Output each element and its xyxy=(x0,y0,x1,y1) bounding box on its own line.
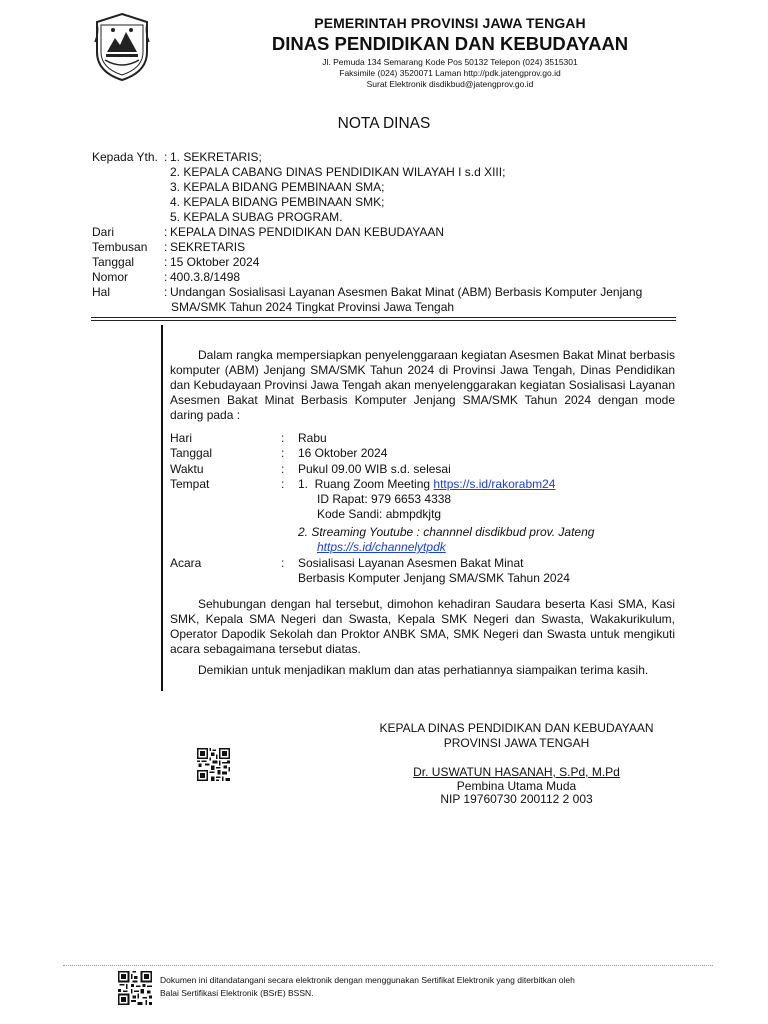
recipient-item: 2. KEPALA CABANG DINAS PENDIDIKAN WILAYAH I s.d XIII; xyxy=(170,165,506,179)
document-title: NOTA DINAS xyxy=(337,115,431,132)
tembusan-label: Tembusan xyxy=(92,240,148,254)
signatory-nip: NIP 19760730 200112 2 003 xyxy=(440,792,593,806)
waktu-value: Pukul 09.00 WIB s.d. selesai xyxy=(298,462,451,476)
kepada-label: Kepada Yth. xyxy=(92,150,158,164)
paragraph-intro: Dalam rangka mempersiapkan penyelenggaraan kegiatan Asesmen Bakat Minat berbasis komputer (ABM) Jenjang SMA/SMK Tahun 2024 di Provinsi Jawa Tengah, Dinas Pendidikan dan Kebudayaan Provinsi Jawa Tengah akan menyelenggarakan kegiatan Sosialisasi Layanan Asesmen Bakat Minat Berbasis Komputer Jenjang SMA/SMK Tahun 2024 dengan mode daring pada : xyxy=(170,348,675,422)
signatory-name: Dr. USWATUN HASANAH, S.Pd, M.Pd xyxy=(413,765,620,779)
hal-value: Undangan Sosialisasi Layanan Asesmen Bakat Minat (ABM) Berbasis Komputer Jenjang xyxy=(170,285,643,299)
bsre-qr-code-icon xyxy=(118,971,152,1005)
divider xyxy=(91,320,676,321)
colon: : xyxy=(281,462,285,476)
hari-label: Hari xyxy=(170,431,193,445)
hal-label: Hal xyxy=(92,285,111,299)
qr-code-icon xyxy=(197,748,230,781)
colon: : xyxy=(164,240,168,254)
department-name: DINAS PENDIDIKAN DAN KEBUDAYAAN xyxy=(271,33,629,54)
divider xyxy=(91,317,676,318)
tempat-label: Tempat xyxy=(170,477,210,491)
tembusan-value: SEKRETARIS xyxy=(170,240,246,254)
colon: : xyxy=(164,285,168,299)
dari-label: Dari xyxy=(92,225,115,239)
paragraph-closing: Demikian untuk menjadikan maklum dan atas perhatiannya siampaikan terima kasih. xyxy=(198,663,649,677)
waktu-label: Waktu xyxy=(170,462,204,476)
recipient-item: 3. KEPALA BIDANG PEMBINAAN SMA; xyxy=(170,180,385,194)
tempat-zoom: 1. Ruang Zoom Meeting https://s.id/rakorabm24 xyxy=(298,477,556,491)
recipient-item: 4. KEPALA BIDANG PEMBINAAN SMK; xyxy=(170,195,385,209)
youtube-link[interactable]: https://s.id/channelytpdk xyxy=(317,540,446,554)
acara-value: Sosialisasi Layanan Asesmen Bakat Minat xyxy=(298,556,524,570)
colon: : xyxy=(164,255,168,269)
colon: : xyxy=(281,446,285,460)
tanggal-value: 15 Oktober 2024 xyxy=(170,255,260,269)
footer-divider xyxy=(63,965,713,966)
colon: : xyxy=(164,270,168,284)
tanggal-label: Tanggal xyxy=(170,446,213,460)
fax-website-line: Faksimile (024) 3520071 Laman http://pdk.jatengprov.go.id xyxy=(339,68,561,78)
signatory-rank: Pembina Utama Muda xyxy=(456,779,577,793)
e-signature-notice xyxy=(160,974,680,1000)
notice-line: Balai Sertifikasi Elektronik (BSrE) BSSN. xyxy=(160,988,314,998)
tanggal-value: 16 Oktober 2024 xyxy=(298,446,388,460)
recipient-item: 1. SEKRETARIS; xyxy=(170,150,262,164)
hal-value-cont: SMA/SMK Tahun 2024 Tingkat Provinsi Jawa Tengah xyxy=(171,300,455,314)
signatory-position: KEPALA DINAS PENDIDIKAN DAN KEBUDAYAAN xyxy=(379,721,654,735)
zoom-passcode: Kode Sandi: abmpdkjtg xyxy=(317,507,442,521)
colon: : xyxy=(281,556,285,570)
provincial-emblem-icon xyxy=(93,12,151,82)
signatory-province: PROVINSI JAWA TENGAH xyxy=(443,736,590,750)
zoom-meeting-id: ID Rapat: 979 6653 4338 xyxy=(317,492,452,506)
margin-bar xyxy=(161,325,163,691)
colon: : xyxy=(164,225,168,239)
nomor-value: 400.3.8/1498 xyxy=(170,270,241,284)
colon: : xyxy=(164,150,168,164)
recipient-item: 5. KEPALA SUBAG PROGRAM. xyxy=(170,210,343,224)
zoom-link[interactable]: https://s.id/rakorabm24 xyxy=(433,477,556,491)
dari-value: KEPALA DINAS PENDIDIKAN DAN KEBUDAYAAN xyxy=(170,225,445,239)
acara-label: Acara xyxy=(170,556,202,570)
colon: : xyxy=(281,431,285,445)
paragraph-request: Sehubungan dengan hal tersebut, dimohon kehadiran Saudara beserta Kasi SMA, Kasi SMK, Kepala SMA Negeri dan Swasta, Kepala SMK Negeri dan Swasta, Wakakurikulum, Operator Dapodik Sekolah dan Proktor ANBK SMA, SMK Negeri dan Swasta untuk mengikuti acara sebagaimana tersebut diatas. xyxy=(170,597,675,656)
hari-value: Rabu xyxy=(298,431,327,445)
colon: : xyxy=(281,477,285,491)
email-line: Surat Elektronik disdikbud@jatengprov.go.id xyxy=(366,79,534,89)
tempat-youtube: 2. Streaming Youtube : channnel disdikbud prov. Jateng xyxy=(298,525,595,539)
address-line: Jl. Pemuda 134 Semarang Kode Pos 50132 Telepon (024) 3515301 xyxy=(322,57,578,67)
notice-line: Dokumen ini ditandatangani secara elektronik dengan menggunakan Sertifikat Elektronik yang diterbitkan oleh xyxy=(160,975,575,985)
tanggal-label: Tanggal xyxy=(92,255,135,269)
nomor-label: Nomor xyxy=(92,270,129,284)
acara-value-cont: Berbasis Komputer Jenjang SMA/SMK Tahun 2024 xyxy=(298,571,570,585)
government-name: PEMERINTAH PROVINSI JAWA TENGAH xyxy=(314,15,586,31)
